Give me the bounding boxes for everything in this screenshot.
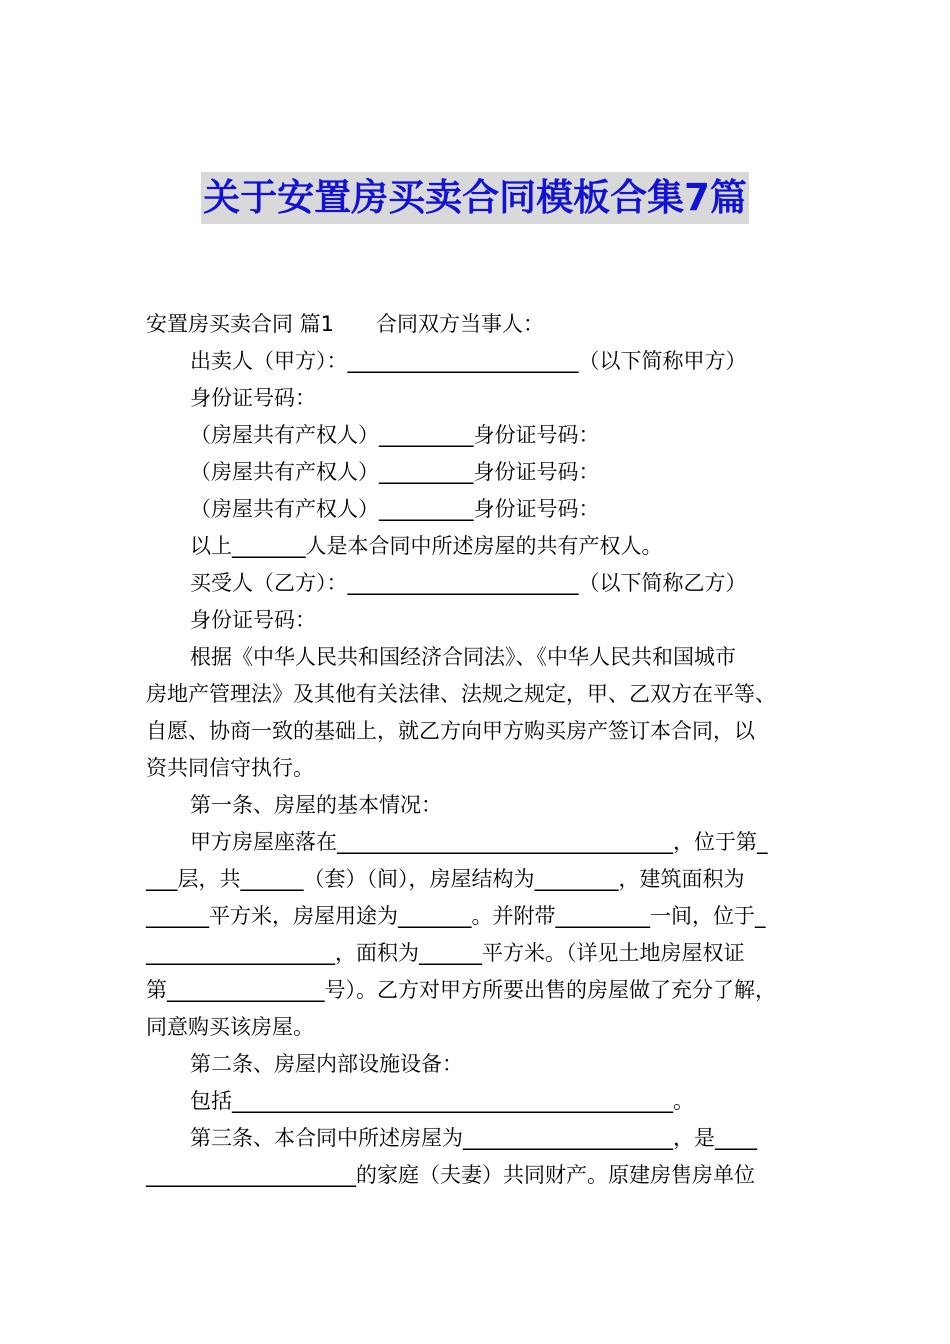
text-line: __________________，面积为______平方米。（详见土地房屋权证 xyxy=(146,941,745,965)
text-line: 以上_______人是本合同中所述房屋的共有产权人。 xyxy=(190,534,663,558)
text-line: ______平方米，房屋用途为_______。并附带_________一间，位于_ xyxy=(146,904,766,928)
text-line: 甲方房屋座落在________________________________，位于第_ xyxy=(190,830,768,854)
text-line: 出卖人（甲方）：______________________（以下简称甲方） xyxy=(190,349,747,373)
text-line: 第二条、房屋内部设施设备： xyxy=(190,1052,463,1076)
text-line: 安置房买卖合同 篇1 合同双方当事人： xyxy=(146,312,545,336)
text-line: ____________________的家庭（夫妻）共同财产。原建房售房单位 xyxy=(146,1163,755,1187)
text-line: 第一条、房屋的基本情况： xyxy=(190,793,442,817)
document-body xyxy=(146,306,814,1194)
text-line: 第_______________号）。乙方对甲方所要出售的房屋做了充分了解， xyxy=(146,978,776,1002)
text-line: 买受人（乙方）：______________________（以下简称乙方） xyxy=(190,571,747,595)
text-line: 房地产管理法》及其他有关法律、法规之规定，甲、乙双方在平等、 xyxy=(146,682,776,706)
text-line: 资共同信守执行。 xyxy=(146,756,314,780)
text-line: 身份证号码： xyxy=(190,386,316,410)
text-line: （房屋共有产权人）_________身份证号码： xyxy=(190,423,600,447)
text-line: 同意购买该房屋。 xyxy=(146,1015,314,1039)
document-title: 关于安置房买卖合同模板合集7篇 xyxy=(201,172,749,224)
title-container xyxy=(0,172,950,224)
text-line: 包括__________________________________________。 xyxy=(190,1089,694,1113)
text-line: ___层，共______（套）（间），房屋结构为________，建筑面积为 xyxy=(146,867,745,891)
text-line: 第三条、本合同中所述房屋为____________________，是____ xyxy=(190,1126,757,1150)
text-line: 自愿、协商一致的基础上，就乙方向甲方购买房产签订本合同，以 xyxy=(146,719,755,743)
text-line: 根据《中华人民共和国经济合同法》、《中华人民共和国城市 xyxy=(190,645,736,669)
text-line: （房屋共有产权人）_________身份证号码： xyxy=(190,460,600,484)
text-line: 身份证号码： xyxy=(190,608,316,632)
text-line: （房屋共有产权人）_________身份证号码： xyxy=(190,497,600,521)
